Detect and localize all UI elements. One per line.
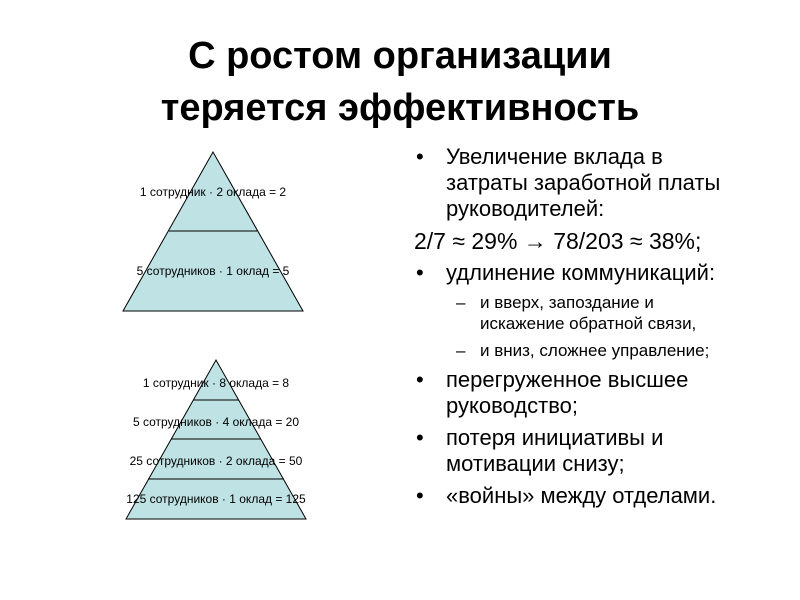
bullet-initiative-loss: • потеря инициативы и мотивации снизу; [414, 425, 746, 477]
bullet-list [414, 144, 794, 515]
bullet-contribution: • Увеличение вклада в затраты заработной платы руководителей: [414, 144, 726, 222]
pyramid-large-row-1: 1 сотрудник · 8 оклада = 8 [142, 376, 290, 390]
pyramid-small-row-2: 5 сотрудников · 1 оклад = 5 [136, 264, 290, 278]
pyramid-small [123, 152, 303, 311]
bullet-overloaded-management: • перегруженное высшее руководство; [414, 367, 746, 419]
pyramid-large [126, 360, 306, 519]
pyramid-large-row-4: 125 сотрудников · 1 оклад = 125 [126, 492, 306, 506]
bullet-department-wars: • «войны» между отделами. [414, 483, 794, 509]
pyramid-large-row-2: 5 сотрудников · 4 оклада = 20 [132, 415, 300, 429]
pyramid-large-row-3: 25 сотрудников · 2 оклада = 50 [129, 454, 303, 468]
slide-title-line-2: теряется эффективность [160, 87, 640, 129]
sub-bullet-downward: – и вниз, сложнее управление; [414, 340, 794, 361]
formula-line: 2/7 ≈ 29% → 78/203 ≈ 38%; [414, 228, 702, 254]
slide-title-line-1: С ростом организации [188, 35, 612, 77]
pyramid-small-row-1: 1 сотрудник · 2 оклада = 2 [139, 185, 287, 199]
bullet-communications: • удлинение коммуникаций: [414, 260, 794, 286]
sub-bullet-upward: – и вверх, запоздание и искажение обратной связи, [414, 292, 740, 334]
